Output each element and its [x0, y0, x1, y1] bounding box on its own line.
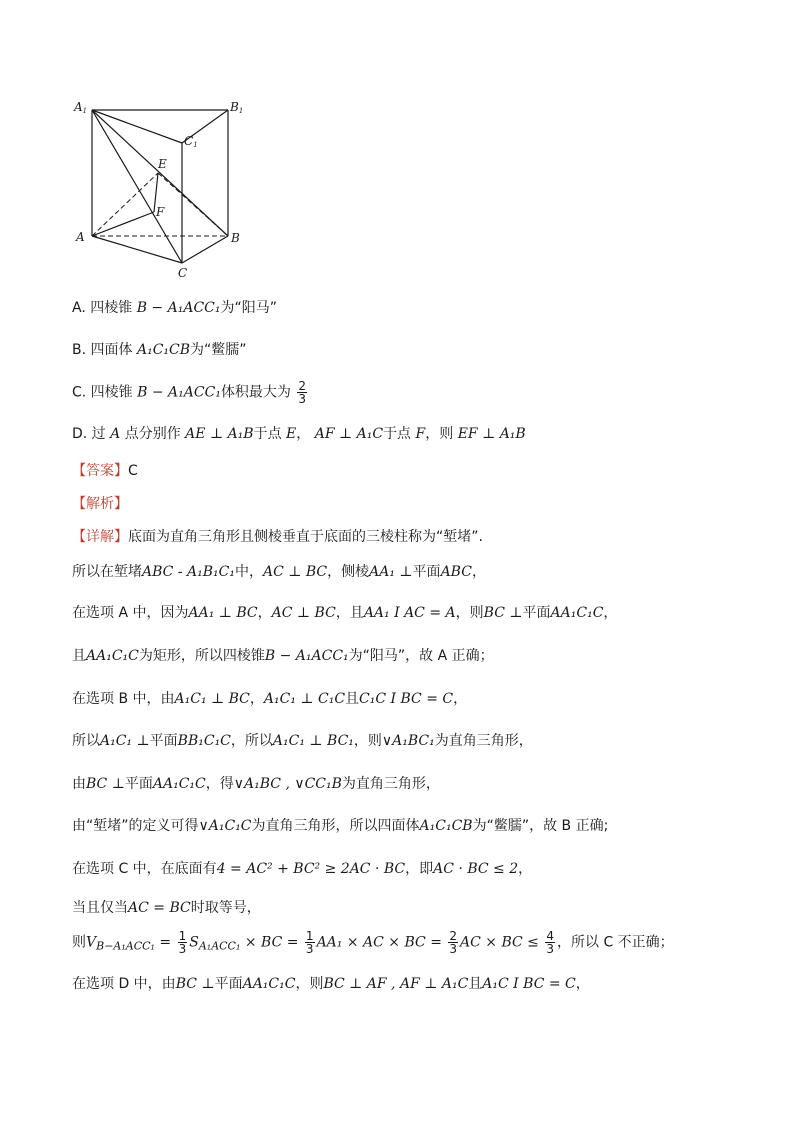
- detail-line-6: 所以A₁C₁ ⊥平面BB₁C₁C，所以A₁C₁ ⊥ BC₁，则∨A₁BC₁为直角三角形，: [72, 733, 533, 749]
- edge-AF: [92, 212, 154, 236]
- label-B: B: [231, 231, 240, 245]
- prism-figure: [70, 95, 250, 280]
- label-A: A: [76, 230, 85, 244]
- label-E: E: [158, 157, 167, 171]
- option-a: A. 四棱锥 B − A₁ACC₁为“阳马”: [72, 300, 277, 316]
- detail-line-12: 在选项 D 中，由BC ⊥平面AA₁C₁C，则BC ⊥ AF , AF ⊥ A₁C且A₁C I BC = C，: [72, 976, 590, 992]
- label-A1: A1: [74, 100, 88, 115]
- fraction: $\frac{2}{3}$: [298, 379, 307, 406]
- option-b: B. 四面体 A₁C₁CB为“鳖臑”: [72, 342, 247, 358]
- detail-line-1: 【详解】底面为直角三角形且侧棱垂直于底面的三棱柱称为“堑堵”.: [72, 529, 483, 545]
- dashed-EB: [158, 173, 228, 236]
- detail-line-2: 所以在堑堵ABC - A₁B₁C₁中，AC ⊥ BC，侧棱AA₁ ⊥平面ABC，: [72, 564, 486, 580]
- option-c: C. 四棱锥 B − A₁ACC₁体积最大为 $\frac{2}{3}$: [72, 379, 307, 406]
- label-B1: B1: [230, 100, 244, 115]
- analysis-label: 【解析】: [72, 496, 128, 512]
- label-C: C: [178, 266, 188, 280]
- option-d: D. 过 A 点分别作 AE ⊥ A₁B于点 E， AF ⊥ A₁C于点 F，则 EF ⊥ A₁B: [72, 426, 526, 442]
- edge-A1C1: [92, 110, 182, 143]
- answer-line: 【答案】C: [72, 463, 138, 479]
- detail-line-8: 由“堑堵”的定义可得∨A₁C₁C为直角三角形，所以四面体A₁C₁CB为“鳖臑”，故 B 正确;: [72, 818, 609, 834]
- detail-line-7: 由BC ⊥平面AA₁C₁C，得∨A₁BC , ∨CC₁B为直角三角形，: [72, 776, 440, 792]
- detail-line-9: 在选项 C 中，在底面有4 = AC² + BC² ≥ 2AC · BC，即AC · BC ≤ 2，: [72, 861, 533, 877]
- detail-line-3: 在选项 A 中，因为AA₁ ⊥ BC，AC ⊥ BC，且AA₁ I AC = A，则BC ⊥平面AA₁C₁C，: [72, 605, 618, 621]
- label-F: F: [156, 205, 165, 219]
- edge-CB: [182, 236, 228, 263]
- detail-line-11: 则$V_{B-A_1ACC_1}$ = $\frac{1}{3}$ $S_{A_1ACC_1}$ × BC = $\frac{1}{3}$ AA₁ × AC × BC = $\frac{2}{3}$ AC × BC ≤ $\frac{4}{3}$ ，所以 C 不正确；: [72, 929, 674, 956]
- detail-line-4: 且AA₁C₁C为矩形，所以四棱锥B − A₁ACC₁为“阳马”，故 A 正确；: [72, 648, 494, 664]
- detail-line-10: 当且仅当AC = BC时取等号，: [72, 900, 261, 916]
- label-C1: C1: [184, 134, 198, 149]
- detail-line-5: 在选项 B 中，由A₁C₁ ⊥ BC，A₁C₁ ⊥ C₁C且C₁C I BC = C，: [72, 691, 468, 707]
